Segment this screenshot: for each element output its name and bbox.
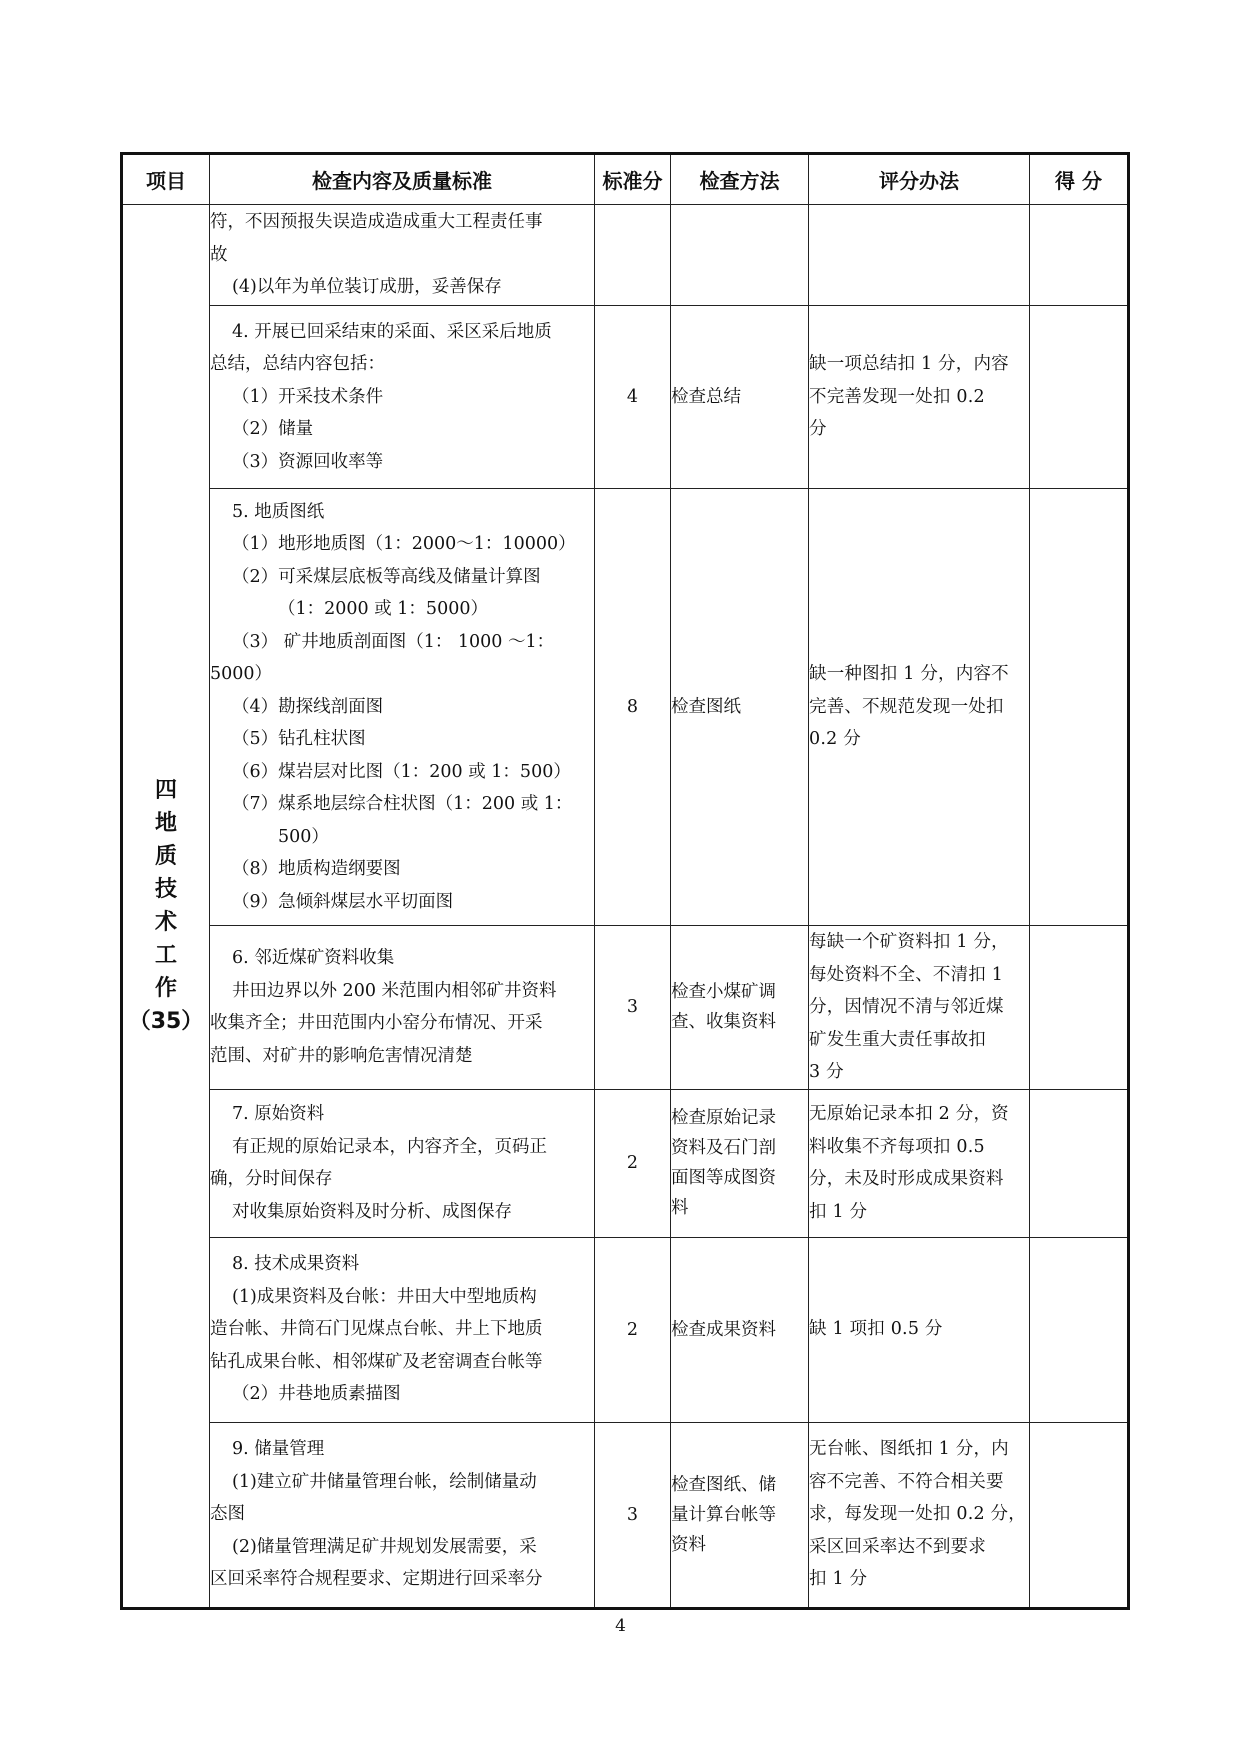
rule-line: 求，每发现一处扣 0.2 分， bbox=[809, 1504, 1026, 1525]
content-cell bbox=[210, 306, 595, 489]
content-line: (1)成果资料及台帐：井田大中型地质构 bbox=[232, 1286, 537, 1307]
standard-score-cell: 3 bbox=[595, 926, 671, 1090]
content-line: 范围、对矿井的影响危害情况清楚 bbox=[210, 1045, 473, 1066]
header-content: 检查内容及质量标准 bbox=[210, 154, 595, 205]
content-line: 造台帐、井筒石门见煤点台帐、井上下地质 bbox=[210, 1319, 543, 1340]
method-line: 查、收集资料 bbox=[671, 1012, 776, 1033]
method-line: 检查成果资料 bbox=[671, 1319, 776, 1340]
rule-cell bbox=[809, 1089, 1030, 1237]
table-row bbox=[122, 926, 1129, 1090]
standard-score-cell: 2 bbox=[595, 1237, 671, 1422]
method-line: 料 bbox=[671, 1198, 689, 1218]
rule-line: 无原始记录本扣 2 分，资 bbox=[809, 1104, 1009, 1124]
rule-line: 0.2 分 bbox=[809, 729, 861, 750]
content-line: 钻孔成果台帐、相邻煤矿及老窑调查台帐等 bbox=[210, 1351, 543, 1372]
method-cell bbox=[671, 489, 809, 926]
rule-cell bbox=[809, 1422, 1030, 1608]
content-line: 8. 技术成果资料 bbox=[232, 1254, 360, 1275]
content-line: （7）煤系地层综合柱状图（1：200 或 1： bbox=[232, 794, 573, 815]
score-cell[interactable] bbox=[1030, 926, 1129, 1090]
content-line: 6. 邻近煤矿资料收集 bbox=[232, 948, 395, 969]
rule-line: 矿发生重大责任事故扣 bbox=[809, 1029, 986, 1050]
standard-score-cell: 2 bbox=[595, 1089, 671, 1237]
content-cell bbox=[210, 1422, 595, 1608]
rule-line: 每处资料不全、不清扣 1 bbox=[809, 964, 1004, 985]
rule-line: 分，未及时形成成果资料 bbox=[809, 1169, 1004, 1189]
header-score: 得 分 bbox=[1030, 154, 1129, 205]
method-cell bbox=[671, 926, 809, 1090]
section-label-char: 四 bbox=[154, 777, 177, 803]
content-line: （8）地质构造纲要图 bbox=[232, 859, 401, 880]
content-line: (4)以年为单位装订成册，妥善保存 bbox=[232, 277, 502, 298]
method-line: 量计算台帐等 bbox=[671, 1504, 776, 1525]
rule-cell bbox=[809, 1237, 1030, 1422]
content-line: 有正规的原始记录本，内容齐全，页码正 bbox=[232, 1136, 547, 1157]
section-label-char: （35） bbox=[128, 1008, 204, 1034]
section-label-char: 质 bbox=[154, 843, 177, 869]
content-line: 5. 地质图纸 bbox=[232, 501, 325, 522]
content-line: 态图 bbox=[210, 1504, 245, 1525]
rule-line: 容不完善、不符合相关要 bbox=[809, 1471, 1004, 1492]
score-cell[interactable] bbox=[1030, 1089, 1129, 1237]
content-cell bbox=[210, 1089, 595, 1237]
method-line: 检查原始记录 bbox=[671, 1108, 776, 1128]
content-line: 5000） bbox=[210, 664, 273, 685]
content-line: (2)储量管理满足矿井规划发展需要，采 bbox=[232, 1536, 537, 1557]
rule-line: 分 bbox=[809, 419, 827, 440]
header-rule: 评分办法 bbox=[809, 154, 1030, 205]
method-line: 资料 bbox=[671, 1534, 706, 1555]
content-line: （1：2000 或 1：5000） bbox=[278, 599, 488, 620]
content-line: （5）钻孔柱状图 bbox=[232, 729, 366, 750]
content-cell bbox=[210, 926, 595, 1090]
inspection-table bbox=[120, 152, 1130, 1610]
method-line: 检查总结 bbox=[671, 387, 741, 407]
content-line: （9）急倾斜煤层水平切面图 bbox=[232, 891, 454, 912]
rule-line: 缺 1 项扣 0.5 分 bbox=[809, 1319, 943, 1340]
rule-line: 无台帐、图纸扣 1 分，内 bbox=[809, 1439, 1009, 1460]
section-label-char: 术 bbox=[154, 909, 177, 935]
rule-line: 缺一种图扣 1 分，内容不 bbox=[809, 664, 1009, 685]
content-line: （2）可采煤层底板等高线及储量计算图 bbox=[232, 566, 541, 587]
header-standard-score: 标准分 bbox=[595, 154, 671, 205]
score-cell[interactable] bbox=[1030, 489, 1129, 926]
content-line: （6）煤岩层对比图（1：200 或 1：500） bbox=[232, 761, 571, 782]
content-line: 故 bbox=[210, 244, 228, 265]
table-row bbox=[122, 1422, 1129, 1608]
score-cell[interactable] bbox=[1030, 1422, 1129, 1608]
content-line: 确，分时间保存 bbox=[210, 1169, 333, 1189]
content-line: （3）资源回收率等 bbox=[232, 451, 384, 472]
rule-line: 扣 1 分 bbox=[809, 1201, 868, 1222]
score-cell[interactable] bbox=[1030, 1237, 1129, 1422]
content-line: 9. 储量管理 bbox=[232, 1439, 325, 1460]
content-line: 井田边界以外 200 米范围内相邻矿井资料 bbox=[232, 980, 557, 1001]
content-line: 符，不因预报失误造成造成重大工程责任事 bbox=[210, 212, 543, 233]
section-label-char: 作 bbox=[154, 975, 177, 1001]
table-row bbox=[122, 306, 1129, 489]
score-cell[interactable] bbox=[1030, 205, 1129, 306]
method-line: 检查图纸、储 bbox=[671, 1474, 776, 1495]
rule-line: 扣 1 分 bbox=[809, 1569, 868, 1590]
score-cell[interactable] bbox=[1030, 306, 1129, 489]
section-label-char: 技 bbox=[154, 876, 177, 902]
section-label-char: 工 bbox=[154, 942, 177, 968]
rule-line: 采区回采率达不到要求 bbox=[809, 1536, 986, 1557]
table-row bbox=[122, 1089, 1129, 1237]
rule-line: 3 分 bbox=[809, 1062, 844, 1082]
standard-score-cell: 8 bbox=[595, 489, 671, 926]
rule-line: 每缺一个矿资料扣 1 分， bbox=[809, 932, 1009, 952]
rule-cell bbox=[809, 205, 1030, 306]
rule-cell bbox=[809, 306, 1030, 489]
page-number: 4 bbox=[615, 1616, 626, 1636]
method-line: 资料及石门剖 bbox=[671, 1138, 776, 1158]
rule-line: 分，因情况不清与邻近煤 bbox=[809, 997, 1004, 1017]
content-cell bbox=[210, 205, 595, 306]
method-cell bbox=[671, 1422, 809, 1608]
header-item: 项目 bbox=[122, 154, 210, 205]
method-cell bbox=[671, 1089, 809, 1237]
content-line: 收集齐全；井田范围内小窑分布情况、开采 bbox=[210, 1013, 543, 1034]
content-line: 7. 原始资料 bbox=[232, 1104, 325, 1124]
content-line: (1)建立矿井储量管理台帐，绘制储量动 bbox=[232, 1471, 537, 1492]
method-cell bbox=[671, 1237, 809, 1422]
content-line: （1）开采技术条件 bbox=[232, 386, 384, 407]
rule-line: 不完善发现一处扣 0.2 bbox=[809, 386, 985, 407]
method-line: 检查小煤矿调 bbox=[671, 982, 776, 1003]
rule-line: 完善、不规范发现一处扣 bbox=[809, 696, 1004, 717]
method-line: 面图等成图资 bbox=[671, 1168, 776, 1188]
rule-line: 料收集不齐每项扣 0.5 bbox=[809, 1136, 985, 1157]
content-line: （2）储量 bbox=[232, 419, 314, 440]
rule-line: 缺一项总结扣 1 分，内容 bbox=[809, 354, 1009, 375]
table-row bbox=[122, 1237, 1129, 1422]
content-line: （4）勘探线剖面图 bbox=[232, 696, 384, 717]
content-line: 对收集原始资料及时分析、成图保存 bbox=[232, 1201, 512, 1222]
method-cell bbox=[671, 205, 809, 306]
rule-cell bbox=[809, 489, 1030, 926]
table-row bbox=[122, 205, 1129, 306]
standard-score-cell: 4 bbox=[595, 306, 671, 489]
content-line: 4. 开展已回采结束的采面、采区采后地质 bbox=[232, 321, 552, 342]
content-line: 总结，总结内容包括： bbox=[210, 354, 385, 375]
section-label-char: 地 bbox=[154, 810, 177, 836]
table-row bbox=[122, 489, 1129, 926]
content-line: （3） 矿井地质剖面图（1： 1000 ～1： bbox=[232, 631, 555, 652]
content-line: 500） bbox=[278, 826, 329, 847]
method-cell bbox=[671, 306, 809, 489]
table-header-row bbox=[122, 154, 1129, 205]
content-line: 区回采率符合规程要求、定期进行回采率分 bbox=[210, 1569, 543, 1590]
standard-score-cell bbox=[595, 205, 671, 306]
section-label-cell bbox=[122, 205, 210, 1609]
method-line: 检查图纸 bbox=[671, 697, 741, 717]
header-method: 检查方法 bbox=[671, 154, 809, 205]
content-line: （1）地形地质图（1：2000～1：10000） bbox=[232, 534, 576, 555]
content-cell bbox=[210, 1237, 595, 1422]
rule-cell bbox=[809, 926, 1030, 1090]
standard-score-cell: 3 bbox=[595, 1422, 671, 1608]
content-cell bbox=[210, 489, 595, 926]
content-line: （2）井巷地质素描图 bbox=[232, 1384, 401, 1405]
